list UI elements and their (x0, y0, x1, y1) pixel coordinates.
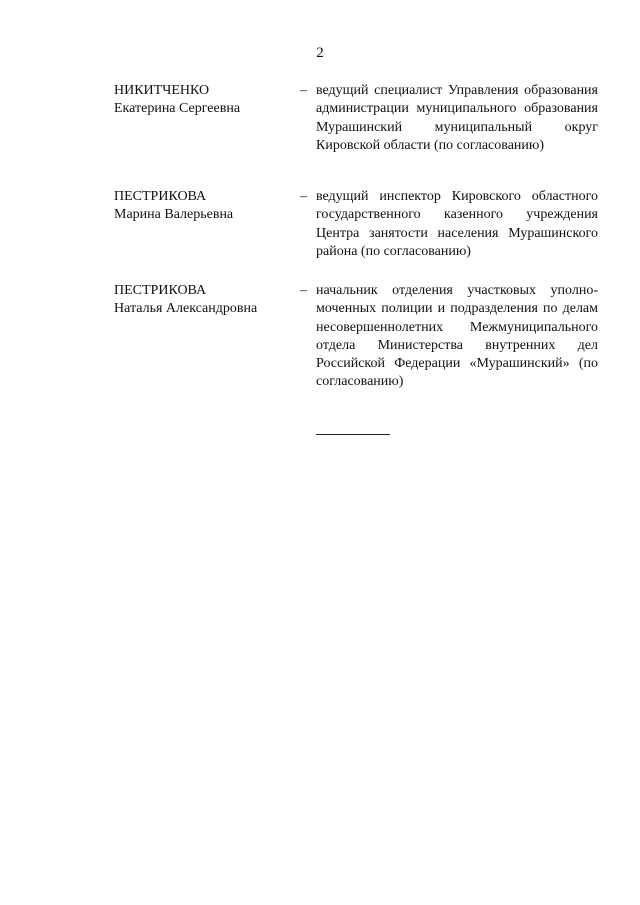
dash-separator: – (300, 283, 307, 298)
member-given-names: Наталья Александровна (114, 301, 258, 317)
member-surname: ПЕСТРИКОВА (114, 189, 207, 204)
member-surname: ПЕСТРИКОВА (114, 283, 207, 298)
member-name (114, 282, 289, 319)
member-position: ведущий инспектор Кировского областного государственного казенного учреждения Центра занятости населения Мурашинского района (по согласованию) (316, 189, 598, 259)
page-number: 2 (316, 45, 324, 61)
dash-separator: – (300, 189, 307, 204)
member-surname: НИКИТЧЕНКО (114, 83, 210, 98)
member-position: начальник отделения участковых уполномоченных полиции и подразделения по делам несовершеннолетних Межмуниципального отдела Министерства внутренних дел Российской Федерации «Мурашинский» (по согласованию) (316, 283, 598, 390)
dash-separator: – (300, 83, 307, 98)
member-given-names: Марина Валерьевна (114, 207, 234, 223)
member-given-names: Екатерина Сергеевна (114, 101, 241, 117)
member-name (114, 82, 289, 119)
member-name (114, 188, 289, 225)
member-position: ведущий специалист Управления образования администрации муниципального образования Мурашинский муниципальный округ Кировской области (по согласованию) (316, 83, 598, 153)
end-of-list-rule (316, 434, 390, 435)
